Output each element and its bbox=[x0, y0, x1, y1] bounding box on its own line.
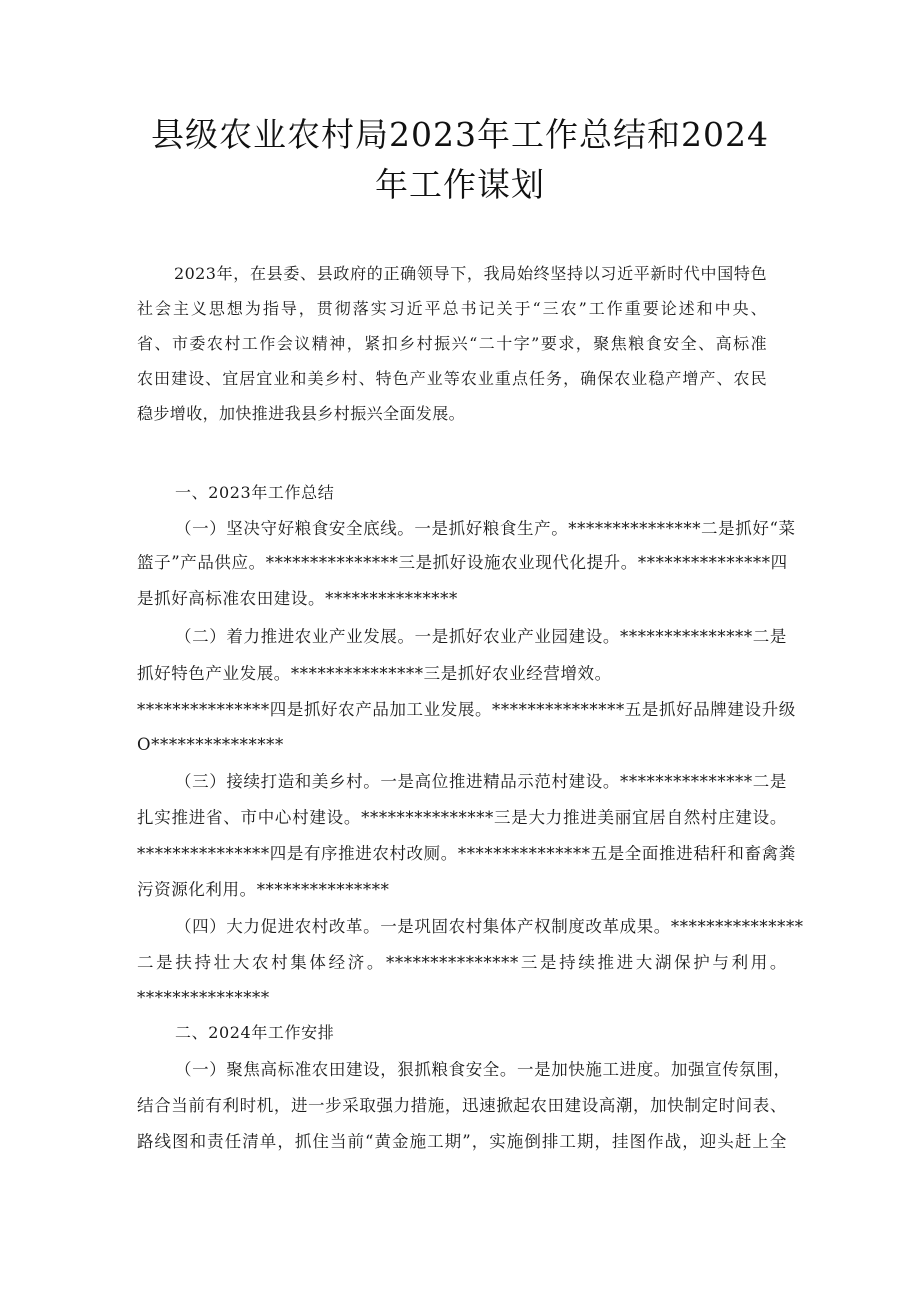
intro-line: 省、市委农村工作会议精神，紧扣乡村振兴“二十字”要求，聚焦粮食安全、高标准 bbox=[137, 334, 767, 353]
section-1-item-2-line: 抓好特色产业发展。***************三是抓好农业经营增效。 bbox=[137, 664, 612, 683]
section-1-item-1-line: 篮子”产品供应。***************三是抓好设施农业现代化提升。***************四 bbox=[137, 553, 788, 572]
section-1-item-1-line: 是抓好高标准农田建设。*************** bbox=[137, 589, 458, 608]
section-1-item-4-line: （四）大力促进农村改革。一是巩固农村集体产权制度改革成果。*************** bbox=[175, 917, 804, 936]
section-1-item-4-line: *************** bbox=[137, 988, 270, 1007]
section-1-heading: 一、2023年工作总结 bbox=[175, 483, 335, 502]
section-1-item-2-line: O*************** bbox=[137, 735, 284, 754]
document-title-line-2: 年工作谋划 bbox=[375, 165, 545, 204]
intro-line: 2023年，在县委、县政府的正确领导下，我局始终坚持以习近平新时代中国特色 bbox=[174, 264, 767, 283]
section-2-item-1-line: 结合当前有利时机，进一步采取强力措施，迅速掀起农田建设高潮，加快制定时间表、 bbox=[137, 1096, 787, 1115]
intro-line: 农田建设、宜居宜业和美乡村、特色产业等农业重点任务，确保农业稳产增产、农民 bbox=[137, 369, 767, 388]
section-1-item-3-line: 扎实推进省、市中心村建设。***************三是大力推进美丽宜居自然村庄建设。 bbox=[137, 808, 787, 827]
section-2-item-1-line: 路线图和责任清单，抓住当前“黄金施工期”，实施倒排工期，挂图作战，迎头赶上全 bbox=[137, 1132, 787, 1151]
section-1-item-2-line: ***************四是抓好农产品加工业发展。***************五是抓好品牌建设升级 bbox=[137, 700, 796, 719]
intro-line: 社会主义思想为指导，贯彻落实习近平总书记关于“三农”工作重要论述和中央、 bbox=[137, 299, 767, 318]
section-1-item-3-line: ***************四是有序推进农村改厕。***************五是全面推进秸秆和畜禽粪 bbox=[137, 844, 796, 863]
section-1-item-2-line: （二）着力推进农业产业发展。一是抓好农业产业园建设。***************二是 bbox=[175, 627, 787, 646]
section-1-item-1-line: （一）坚决守好粮食安全底线。一是抓好粮食生产。***************二是抓好“菜 bbox=[175, 519, 796, 538]
section-1-item-3-line: （三）接续打造和美乡村。一是高位推进精品示范村建设。***************二是 bbox=[175, 772, 787, 791]
section-1-item-4-line: 二是扶持壮大农村集体经济。***************三是持续推进大湖保护与利用。 bbox=[137, 953, 787, 972]
section-1-item-3-line: 污资源化利用。*************** bbox=[137, 880, 390, 899]
intro-line: 稳步增收，加快推进我县乡村振兴全面发展。 bbox=[137, 404, 466, 423]
section-2-heading: 二、2024年工作安排 bbox=[175, 1023, 335, 1042]
document-title-line-1: 县级农业农村局2023年工作总结和2024 bbox=[151, 115, 769, 154]
section-2-item-1-line: （一）聚焦高标准农田建设，狠抓粮食安全。一是加快施工进度。加强宣传氛围， bbox=[175, 1060, 791, 1079]
